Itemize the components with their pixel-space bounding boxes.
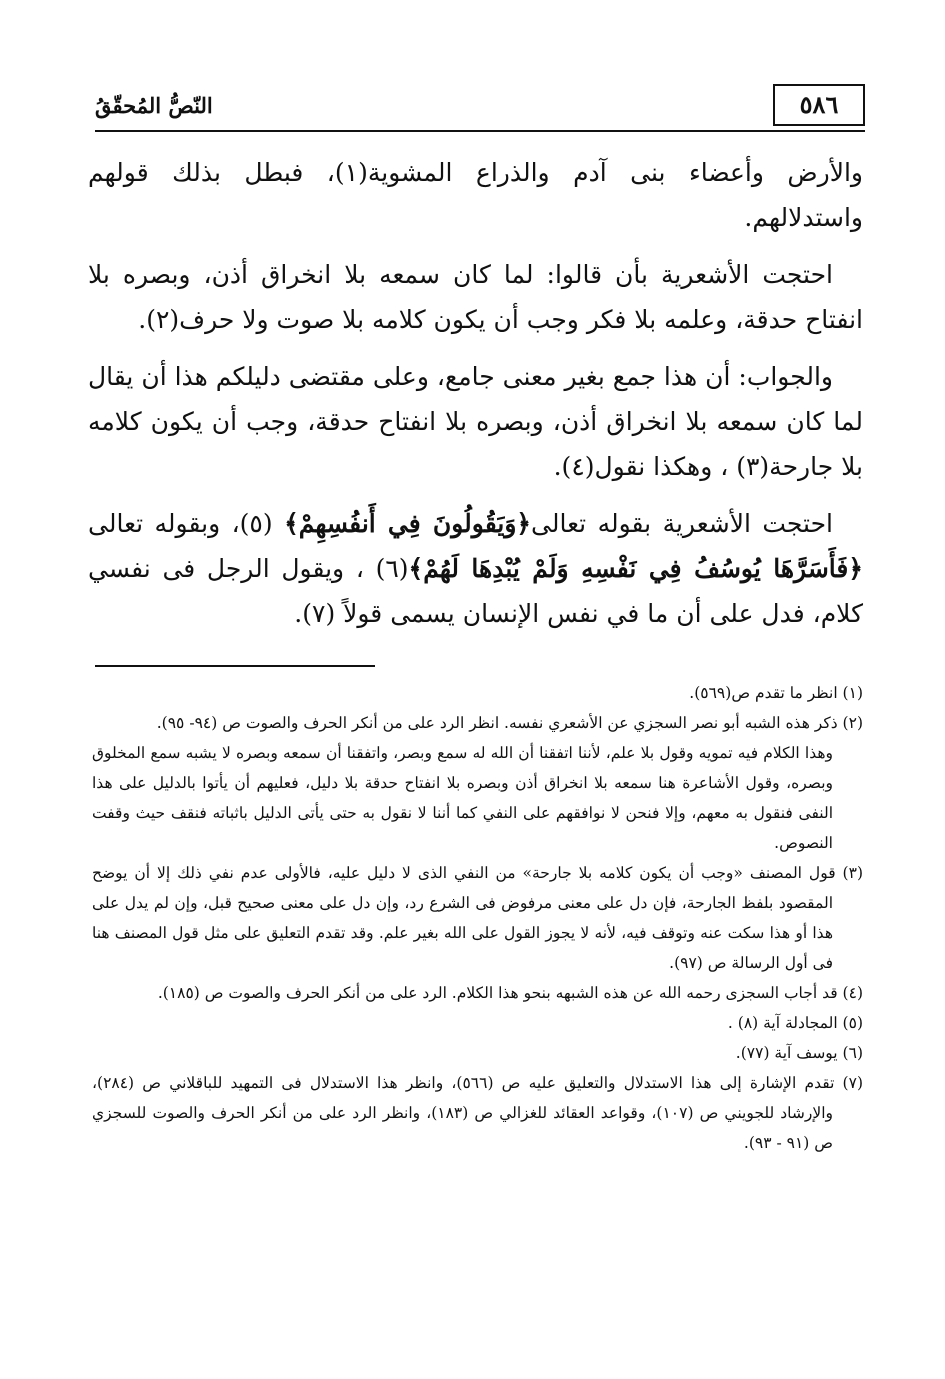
quran-verse: ﴿فَأَسَرَّهَا يُوسُفُ فِي نَفْسِهِ وَلَمْ يُبْدِهَا لَهُمْ﴾ <box>408 554 863 583</box>
footnote-2: (٢) ذكر هذه الشبه أبو نصر السجزي عن الأشعري نفسه. انظر الرد على من أنكر الحرف والصوت ص (٩٤- ٩٥). <box>156 714 863 732</box>
footnote-4: (٤) قد أجاب السجزى رحمه الله عن هذه الشبهه بنحو هذا الكلام. الرد على من أنكر الحرف والصوت ص (١٨٥). <box>157 984 863 1002</box>
page-number: ٥٨٦ <box>773 84 865 126</box>
paragraph-continuation: والأرض وأعضاء بنى آدم والذراع المشوية(١)، فبطل بذلك قولهم واستدلالهم. <box>88 158 864 232</box>
paragraph-text: (٥)، وبقوله تعالى <box>88 509 285 538</box>
paragraph-quran-argument <box>88 501 863 636</box>
footnote-divider <box>95 665 375 667</box>
footnote-3: (٣) قول المصنف «وجب أن يكون كلامه بلا جارحة» من النفي الذى لا دليل عليه، فالأولى عدم نفي ذلك إلا أن يوضح المقصود بلفظ الجارحة، فإن دل على معنى مرفوض فى الشرع رد، وإن دل على معنى صحيح قبل، وإن لم يدل على هذا أو هذا سكت عنه وتوقف فيه، لأنه لا يجوز القول على الله بغير علم. وقد تقدم التعليق على مثل قول المصنف هنا فى أول الرسالة ص (٩٧). <box>92 864 863 972</box>
running-title: النّصُّ المُحقّقُ <box>95 93 213 118</box>
main-text <box>88 150 863 648</box>
footnote-1: (١) انظر ما تقدم ص(٥٦٩). <box>689 684 863 702</box>
paragraph-ashari-argument: احتجت الأشعرية بأن قالوا: لما كان سمعه بلا انخراق أذن، وبصره بلا انفتاح حدقة، وعلمه بلا فكر وجب أن يكون كلامه بلا صوت ولا حرف(٢). <box>88 260 863 334</box>
paragraph-text: (٦) ، ويقول الرجل فى نفسي كلام، فدل على أن ما في نفس الإنسان يسمى قولاً (٧). <box>88 554 863 628</box>
footnote-5: (٥) المجادلة آية (٨) . <box>727 1014 863 1032</box>
paragraph-answer: والجواب: أن هذا جمع بغير معنى جامع، وعلى مقتضى دليلكم هذا أن يقال لما كان سمعه بلا انخراق أذن، وبصره بلا انفتاح حدقة، وجب أن يكون كلامه بلا جارحة(٣) ، وهكذا نقول(٤). <box>88 362 863 481</box>
paragraph-text: احتجت الأشعرية بقوله تعالى <box>531 509 834 538</box>
footnote-2-continuation: وهذا الكلام فيه تمويه وقول بلا علم، لأننا اتفقنا أن الله له سمع وبصر، واتفقنا أن سمعه وبصره لا يشبه سمع المخلوق وبصره، وقول الأشاعرة هنا سمعه بلا انخراق أذن وبصره بلا انفتاح حدقة بلا دليل، فعليهم أن يأتوا بالدليل على هذا النفى فنقول به معهم، وإلا فنحن لا نوافقهم على النفي كما أننا لا نقول به حتى يأتى الدليل باثباته فنقف حيث وقفت النصوص. <box>92 744 833 852</box>
footnote-6: (٦) يوسف آية (٧٧). <box>735 1044 863 1062</box>
page-header <box>95 84 865 132</box>
footnotes <box>92 678 863 1158</box>
footnote-7: (٧) تقدم الإشارة إلى هذا الاستدلال والتعليق عليه ص (٥٦٦)، وانظر هذا الاستدلال فى التمهيد للباقلاني ص (٢٨٤)، والإرشاد للجويني ص (١٠٧)، وقواعد العقائد للغزالي ص (١٨٣)، وانظر الرد على من أنكر الحرف والصوت للسجزي ص (٩١ - ٩٣). <box>92 1074 863 1152</box>
quran-verse: ﴿وَيَقُولُونَ فِي أَنفُسِهِمْ﴾ <box>284 509 532 538</box>
